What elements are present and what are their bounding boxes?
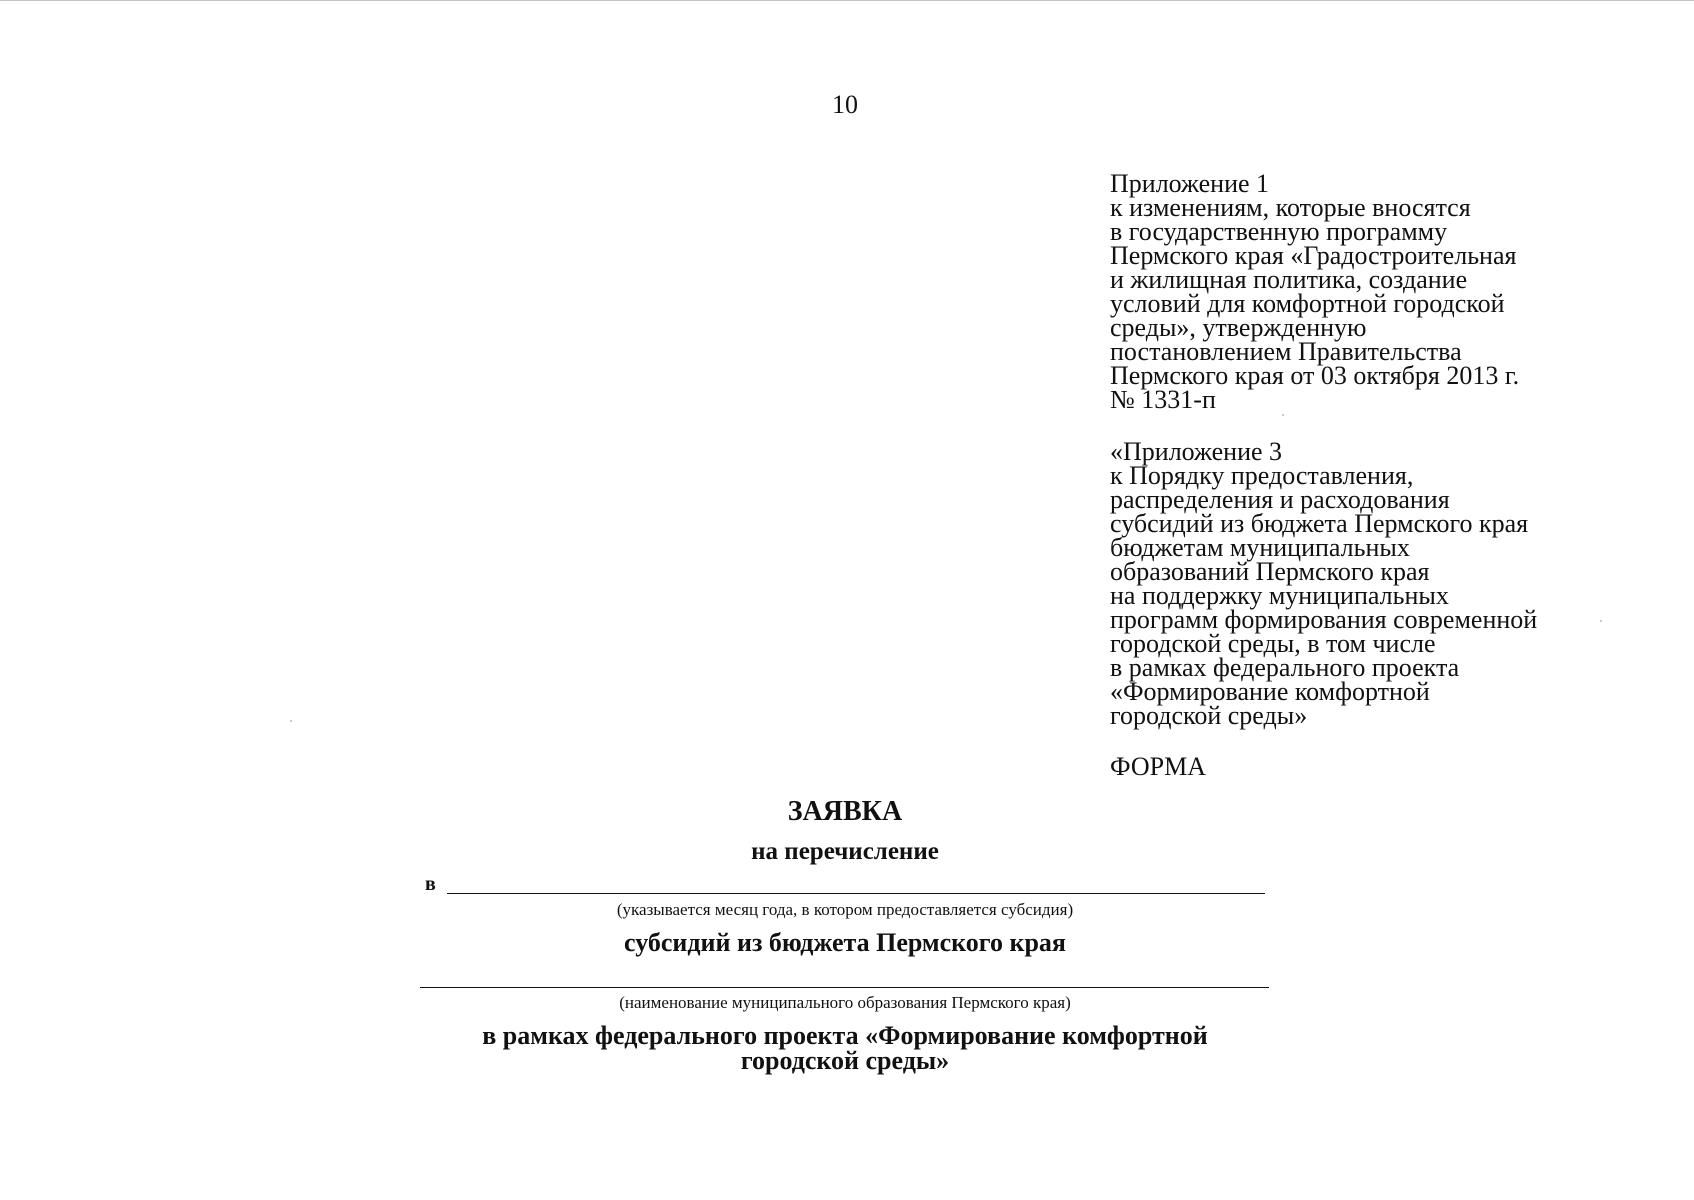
appendix-3-line: бюджетам муниципальных: [1110, 533, 1410, 562]
scan-speck: [1600, 620, 1602, 622]
month-fill-line: [447, 893, 1265, 894]
appendix-3-line: городской среды, в том числе: [1110, 629, 1436, 658]
appendix-3-line: на поддержку муниципальных: [1110, 581, 1449, 610]
project-line-1: в рамках федерального проекта «Формирование комфортной: [482, 1021, 1208, 1050]
page-number: 10: [832, 90, 858, 119]
appendix-1-line: постановлением Правительства: [1110, 337, 1462, 366]
appendix-1-header: [1110, 169, 1670, 414]
municipality-hint: (наименование муниципального образования Пермского края): [619, 993, 1071, 1012]
scan-speck: [290, 720, 292, 722]
scan-edge: [0, 0, 1694, 1]
appendix-1-line: Приложение 1: [1110, 169, 1270, 198]
appendix-1-line: и жилищная политика, создание: [1110, 265, 1468, 294]
month-hint: (указывается месяц года, в котором предоставляется субсидия): [616, 900, 1074, 919]
appendix-3-line: образований Пермского края: [1110, 557, 1430, 586]
project-line-2: городской среды»: [740, 1046, 950, 1075]
appendix-3-line: распределения и расходования: [1110, 485, 1450, 514]
appendix-1-line: среды», утвержденную: [1110, 313, 1367, 342]
appendix-1-line: Пермского края «Градостроительная: [1110, 241, 1517, 270]
appendix-3-line: «Формирование комфортной: [1110, 677, 1430, 706]
form-title: ЗАЯВКА: [787, 796, 903, 827]
appendix-1-line: к изменениям, которые вносятся: [1110, 193, 1471, 222]
appendix-3-line: городской среды»: [1110, 701, 1308, 730]
municipality-fill-line: [420, 987, 1269, 988]
appendix-1-line: условий для комфортной городской: [1110, 289, 1505, 318]
appendix-3-header: [1110, 437, 1670, 730]
appendix-1-line: Пермского края от 03 октября 2013 г.: [1110, 361, 1520, 390]
appendix-1-line: в государственную программу: [1110, 217, 1448, 246]
month-prefix: в: [425, 873, 436, 895]
subsidy-line: субсидий из бюджета Пермского края: [624, 928, 1066, 957]
scan-speck: [1282, 414, 1284, 416]
form-subtitle: на перечисление: [751, 838, 939, 865]
appendix-1-line: № 1331-п: [1110, 385, 1216, 414]
appendix-3-line: в рамках федерального проекта: [1110, 653, 1460, 682]
forma-label: ФОРМА: [1110, 752, 1206, 781]
project-line: [0, 1023, 1690, 1073]
appendix-3-line: к Порядку предоставления,: [1110, 461, 1414, 490]
appendix-3-line: «Приложение 3: [1110, 437, 1283, 466]
appendix-3-line: субсидий из бюджета Пермского края: [1110, 509, 1529, 538]
appendix-3-line: программ формирования современной: [1110, 605, 1538, 634]
